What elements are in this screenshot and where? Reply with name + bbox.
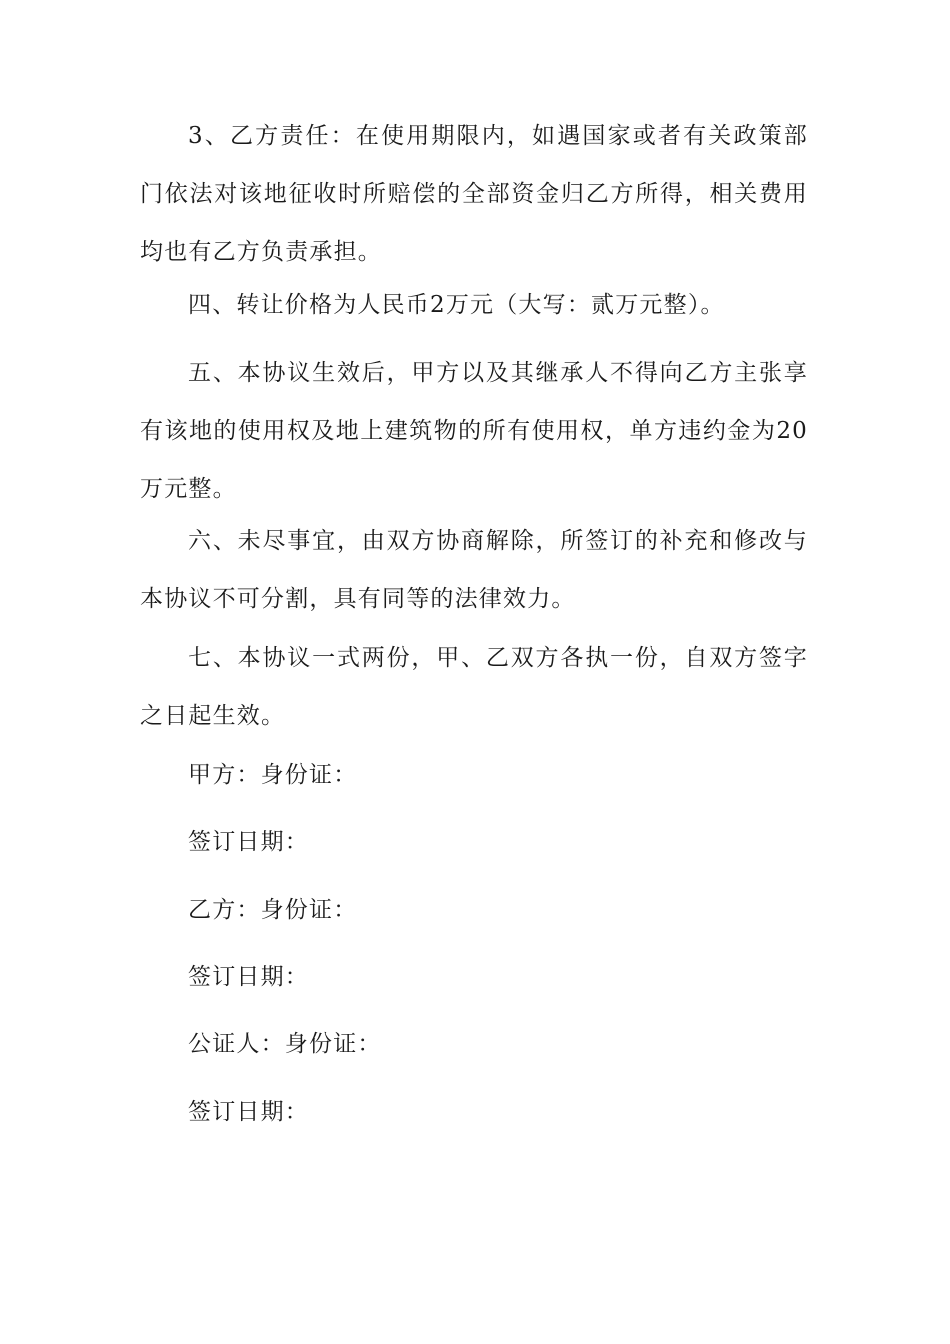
party-b-sign-date-line: 签订日期： [188, 964, 309, 990]
clause-6-unresolved-matters: 六、未尽事宜，由双方协商解除，所签订的补充和修改与本协议不可分割，具有同等的法律效力。 [140, 528, 808, 612]
party-a-id-line: 甲方：身份证： [188, 762, 358, 788]
notary-sign-date-line: 签订日期： [188, 1099, 309, 1125]
party-b-id-line: 乙方：身份证： [188, 897, 358, 923]
clause-4-transfer-price: 四、转让价格为人民币2万元（大写：贰万元整）。 [188, 292, 725, 318]
party-a-sign-date-line: 签订日期： [188, 829, 309, 855]
clause-7-copies-and-effective-date: 七、本协议一式两份，甲、乙双方各执一份，自双方签字之日起生效。 [140, 645, 808, 729]
clause-5-effect-and-penalty: 五、本协议生效后，甲方以及其继承人不得向乙方主张享有该地的使用权及地上建筑物的所有使用权，单方违约金为20万元整。 [140, 360, 808, 502]
notary-id-line: 公证人：身份证： [188, 1031, 382, 1057]
clause-3-party-b-responsibility: 3、乙方责任：在使用期限内，如遇国家或者有关政策部门依法对该地征收时所赔偿的全部资金归乙方所得，相关费用均也有乙方负责承担。 [140, 123, 808, 265]
